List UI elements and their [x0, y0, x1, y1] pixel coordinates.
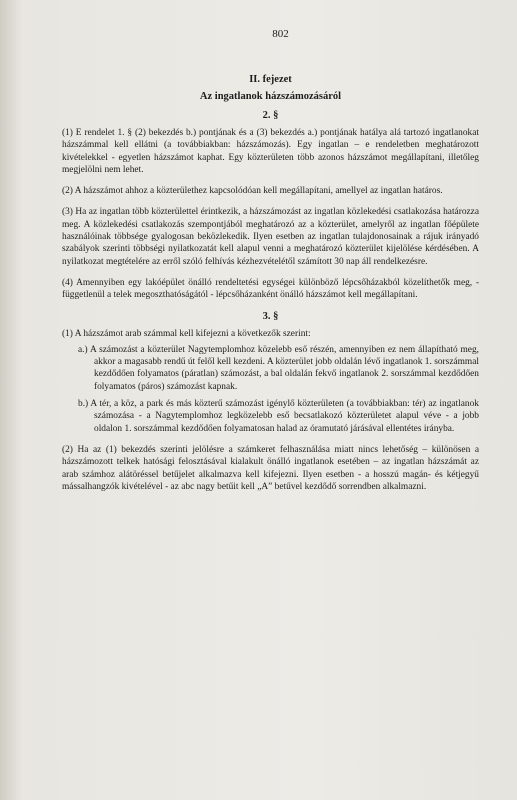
sub-paragraph-a: a.) A számozást a közterület Nagytemplomhoz közelebb eső részén, amennyiben ez nem állapítható meg, akkor a magasabb rendű út felől kell kezdeni. A közterület jobb oldalán lévő ingatlanok 1. sorszámmal kezdődően folyamatos (páratlan) számozást, a bal oldalán fekvő ingatlanok 2. sorszámmal kezdődően folyamatos (páros) számozást kapnak.: [78, 344, 479, 392]
page-number: 802: [272, 28, 289, 40]
paragraph: (4) Amennyiben egy lakóépület önálló rendeltetési egységei különböző lépcsőházakból közelíthetők meg, - függetlenül a telek megoszthatóságától - lépcsőházanként önálló házszámot kell megállapítani.: [62, 277, 479, 301]
paragraph: (1) E rendelet 1. § (2) bekezdés b.) pontjának és a (3) bekezdés a.) pontjának hatálya alá tartozó ingatlanokat házszámmal kell ellátni (a továbbiakban: házszámozás). Egy ingatlan – e rendeletben meghatározott kivételekkel - egyetlen házszámot kaphat. Egy közterületen több azonos házszámot megállapítani, illetőleg megjelölni nem lehet.: [62, 128, 479, 175]
chapter-title: Az ingatlanok házszámozásáról: [199, 91, 342, 102]
sub-paragraph-b: b.) A tér, a köz, a park és más közterű számozást igénylő közterületen (a továbbiakban: tér) az ingatlanok számozása - a Nagytemplomhoz legközelebb eső becsatlakozó közterületet alapul véve - a jobb oldalon 1. sorszámmal kezdődően folyamatosan halad az óramutató járásával ellentétes irányba.: [78, 399, 479, 434]
paragraph: (1) A házszámot arab számmal kell kifejezni a következők szerint:: [62, 328, 311, 339]
paragraph: (2) Ha az (1) bekezdés szerinti jelölésre a számkeret felhasználása miatt nincs lehetőség – különösen a házszámozott telkek hatósági felosztásával kialakult önálló ingatlanok esetében – az ingatlan házszámát az arab számhoz alátöréssel betűjelet alkalmazva kell kifejezni. Ilyen esetben - a hosszú magán- és kétjegyű mássalhangzók kivételével - az abc nagy betűit kell „A” betűvel kezdődő sorrendben alkalmazni.: [62, 444, 479, 492]
section-heading: 2. §: [262, 110, 279, 121]
section-heading: 3. §: [262, 310, 279, 322]
paragraph: (3) Ha az ingatlan több közterülettel érintkezik, a házszámozást az ingatlan közlekedési csatlakozása határozza meg. A közlekedési csatlakozás szempontjából meghatározó az a közterület, amelyről az ingatlan főépülete használóinak többsége gyalogosan beközlekedik. Ilyen esetben az ingatlan tulajdonosainak a rájuk irányadó szabályok szerinti többségi nyilatkozatát kell alapul venni a meghatározó közterület kijelölése kérdésében. A nyilatkozat megtételére az erről szóló felhívás kézhezvételétől számított 30 nap áll rendelkezésre.: [62, 207, 479, 267]
chapter-heading: II. fejezet: [249, 74, 292, 85]
paragraph: (2) A házszámot ahhoz a közterülethez kapcsolódóan kell megállapítani, amellyel az ingatlan határos.: [62, 186, 443, 197]
